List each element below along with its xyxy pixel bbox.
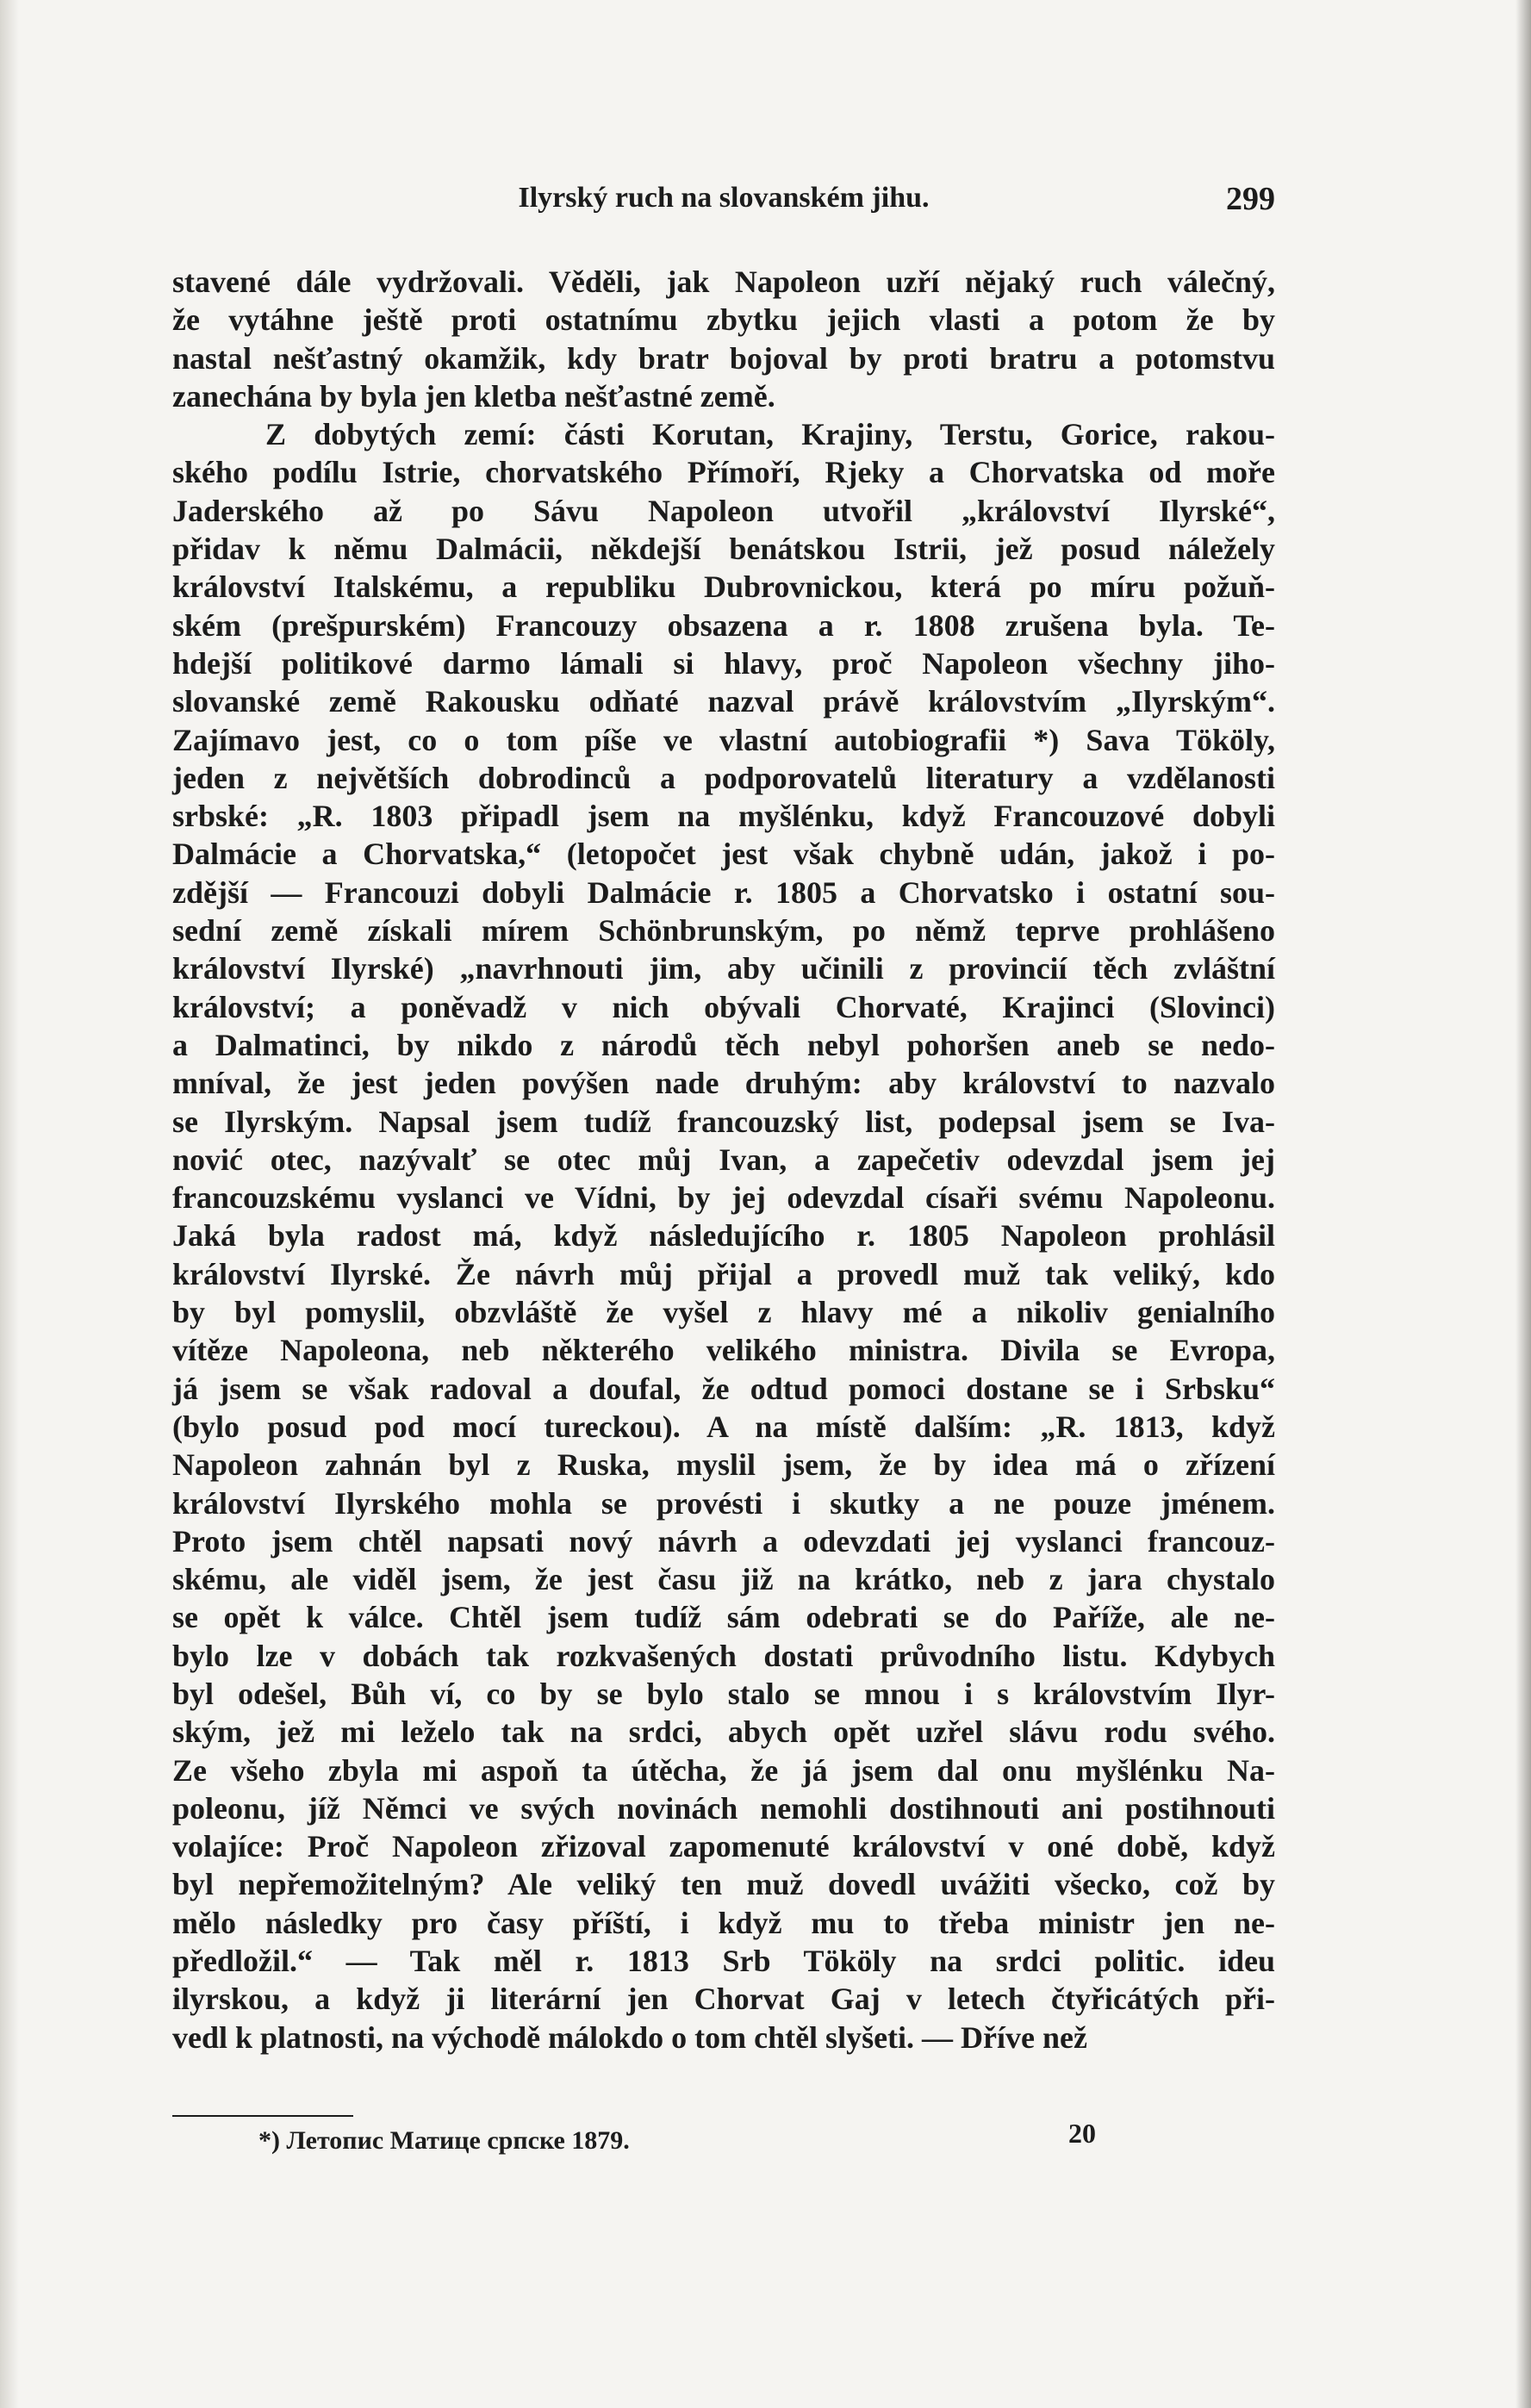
text-line: se opět k válce. Chtěl jsem tudíž sám odebrati se do Paříže, ale ne- — [172, 1600, 1275, 1635]
text-line: Z dobytých zemí: části Korutan, Krajiny, Terstu, Gorice, rakou- — [265, 417, 1275, 452]
text-line: sední země získali mírem Schönbrunským, po němž teprve prohlášeno — [172, 913, 1275, 949]
text-line: ského podílu Istrie, chorvatského Přímoří, Rjeky a Chorvatska od moře — [172, 455, 1275, 490]
footnote: *) Летопис Матице српске 1879. — [258, 2126, 630, 2155]
text-line: Napoleon zahnán byl z Ruska, myslil jsem, že by idea má o zřízení — [172, 1447, 1275, 1483]
text-line: království Ilyrské) „navrhnouti jim, aby učinili z provincií těch zvláštní — [172, 951, 1275, 986]
text-line: království Ilyrské. Že návrh můj přijal a provedl muž tak veliký, kdo — [172, 1256, 1275, 1291]
text-line: vedl k platnosti, na východě málokdo o tom chtěl slyšeti. — Dříve než — [172, 2019, 1087, 2055]
signature-mark: 20 — [1068, 2118, 1096, 2149]
text-line: (bylo posud pod mocí tureckou). A na místě dalším: „R. 1813, když — [172, 1409, 1275, 1444]
text-line: zdější — Francouzi dobyli Dalmácie r. 1805 a Chorvatsko i ostatní sou- — [172, 874, 1275, 910]
text-line: nastal nešťastný okamžik, kdy bratr bojoval by proti bratru a potomstvu — [172, 340, 1275, 376]
text-line: nović otec, nazývalť se otec můj Ivan, a zapečetiv odevzdal jsem jej — [172, 1142, 1275, 1177]
page-number: 299 — [1226, 181, 1275, 217]
text-line: království Ilyrského mohla se provésti i skutky a ne pouze jménem. — [172, 1485, 1275, 1521]
text-line: by byl pomyslil, obzvláště že vyšel z hlavy mé a nikoliv genialního — [172, 1295, 1275, 1330]
text-line: království; a poněvadž v nich obývali Chorvaté, Krajinci (Slovinci) — [172, 989, 1275, 1024]
text-line: byl odešel, Bůh ví, co by se bylo stalo se mnou i s královstvím Ilyr- — [172, 1676, 1275, 1711]
text-line: volajíce: Proč Napoleon zřizoval zapomenuté království v oné době, když — [172, 1829, 1275, 1864]
text-line: Zajímavo jest, co o tom píše ve vlastní autobiografii *) Sava Tököly, — [172, 722, 1275, 757]
text-line: ském (prešpurském) Francouzy obsazena a r. 1808 zrušena byla. Te- — [172, 607, 1275, 643]
footnote-divider — [172, 2115, 353, 2117]
page-edge-left — [0, 0, 19, 2408]
text-line: srbské: „R. 1803 připadl jsem na myšlénku, když Francouzové dobyli — [172, 799, 1275, 834]
running-title: Ilyrský ruch na slovanském jihu. — [518, 182, 930, 214]
text-line: skému, ale viděl jsem, že jest času již na krátko, neb z jara chystalo — [172, 1562, 1275, 1597]
text-line: Dalmácie a Chorvatska,“ (letopočet jest však chybně udán, jakož i po- — [172, 837, 1275, 872]
page-edge-right — [1515, 0, 1531, 2408]
text-line: já jsem se však radoval a doufal, že odtud pomoci dostane se i Srbsku“ — [172, 1371, 1275, 1406]
page-header — [172, 177, 1275, 220]
text-line: přidav k němu Dalmácii, někdejší benátskou Istrii, jež posud náležely — [172, 532, 1275, 567]
text-line: mělo následky pro časy příští, i když mu to třeba ministr jen ne- — [172, 1905, 1275, 1940]
text-line: francouzskému vyslanci ve Vídni, by jej odevzdal císaři svému Napoleonu. — [172, 1180, 1275, 1216]
text-line: Proto jsem chtěl napsati nový návrh a odevzdati jej vyslanci francouz- — [172, 1523, 1275, 1559]
text-line: zanechána by byla jen kletba nešťastné země. — [172, 378, 775, 414]
body-text — [172, 263, 1275, 2056]
text-line: předložil.“ — Tak měl r. 1813 Srb Tököly na srdci politic. ideu — [172, 1944, 1275, 1979]
text-line: ilyrskou, a když ji literární jen Chorvat Gaj v letech čtyřicátých při- — [172, 1982, 1275, 2017]
text-line: slovanské země Rakousku odňaté nazval právě královstvím „Ilyrským“. — [172, 684, 1275, 719]
text-line: Jaderského až po Sávu Napoleon utvořil „království Ilyrské“, — [172, 493, 1275, 528]
text-line: vítěze Napoleona, neb některého velikého ministra. Divila se Evropa, — [172, 1333, 1275, 1368]
text-line: se Ilyrským. Napsal jsem tudíž francouzský list, podepsal jsem se Iva- — [172, 1104, 1275, 1139]
text-line: že vytáhne ještě proti ostatnímu zbytku jejich vlasti a potom že by — [172, 302, 1275, 338]
text-line: bylo lze v dobách tak rozkvašených dostati průvodního listu. Kdybych — [172, 1638, 1275, 1673]
text-line: Jaká byla radost má, když následujícího r. 1805 Napoleon prohlásil — [172, 1218, 1275, 1254]
text-line: Ze všeho zbyla mi aspoň ta útěcha, že já jsem dal onu myšlénku Na- — [172, 1752, 1275, 1788]
text-line: mníval, že jest jeden povýšen nade druhým: aby království to nazvalo — [172, 1066, 1275, 1101]
text-line: ským, jež mi leželo tak na srdci, abych opět uzřel slávu rodu svého. — [172, 1714, 1275, 1750]
text-line: a Dalmatinci, by nikdo z národů těch nebyl pohoršen aneb se nedo- — [172, 1027, 1275, 1062]
text-line: hdejší politikové darmo lámali si hlavy, proč Napoleon všechny jiho- — [172, 645, 1275, 681]
text-line: jeden z největších dobrodinců a podporovatelů literatury a vzdělanosti — [172, 760, 1275, 795]
text-line: království Italskému, a republiku Dubrovnickou, která po míru požuň- — [172, 569, 1275, 605]
text-line: stavené dále vydržovali. Věděli, jak Napoleon uzří nějaký ruch válečný, — [172, 264, 1275, 299]
text-line: poleonu, jíž Němci ve svých novinách nemohli dostihnouti ani postihnouti — [172, 1790, 1275, 1826]
text-line: byl nepřemožitelným? Ale veliký ten muž dovedl uvážiti všecko, což by — [172, 1867, 1275, 1902]
